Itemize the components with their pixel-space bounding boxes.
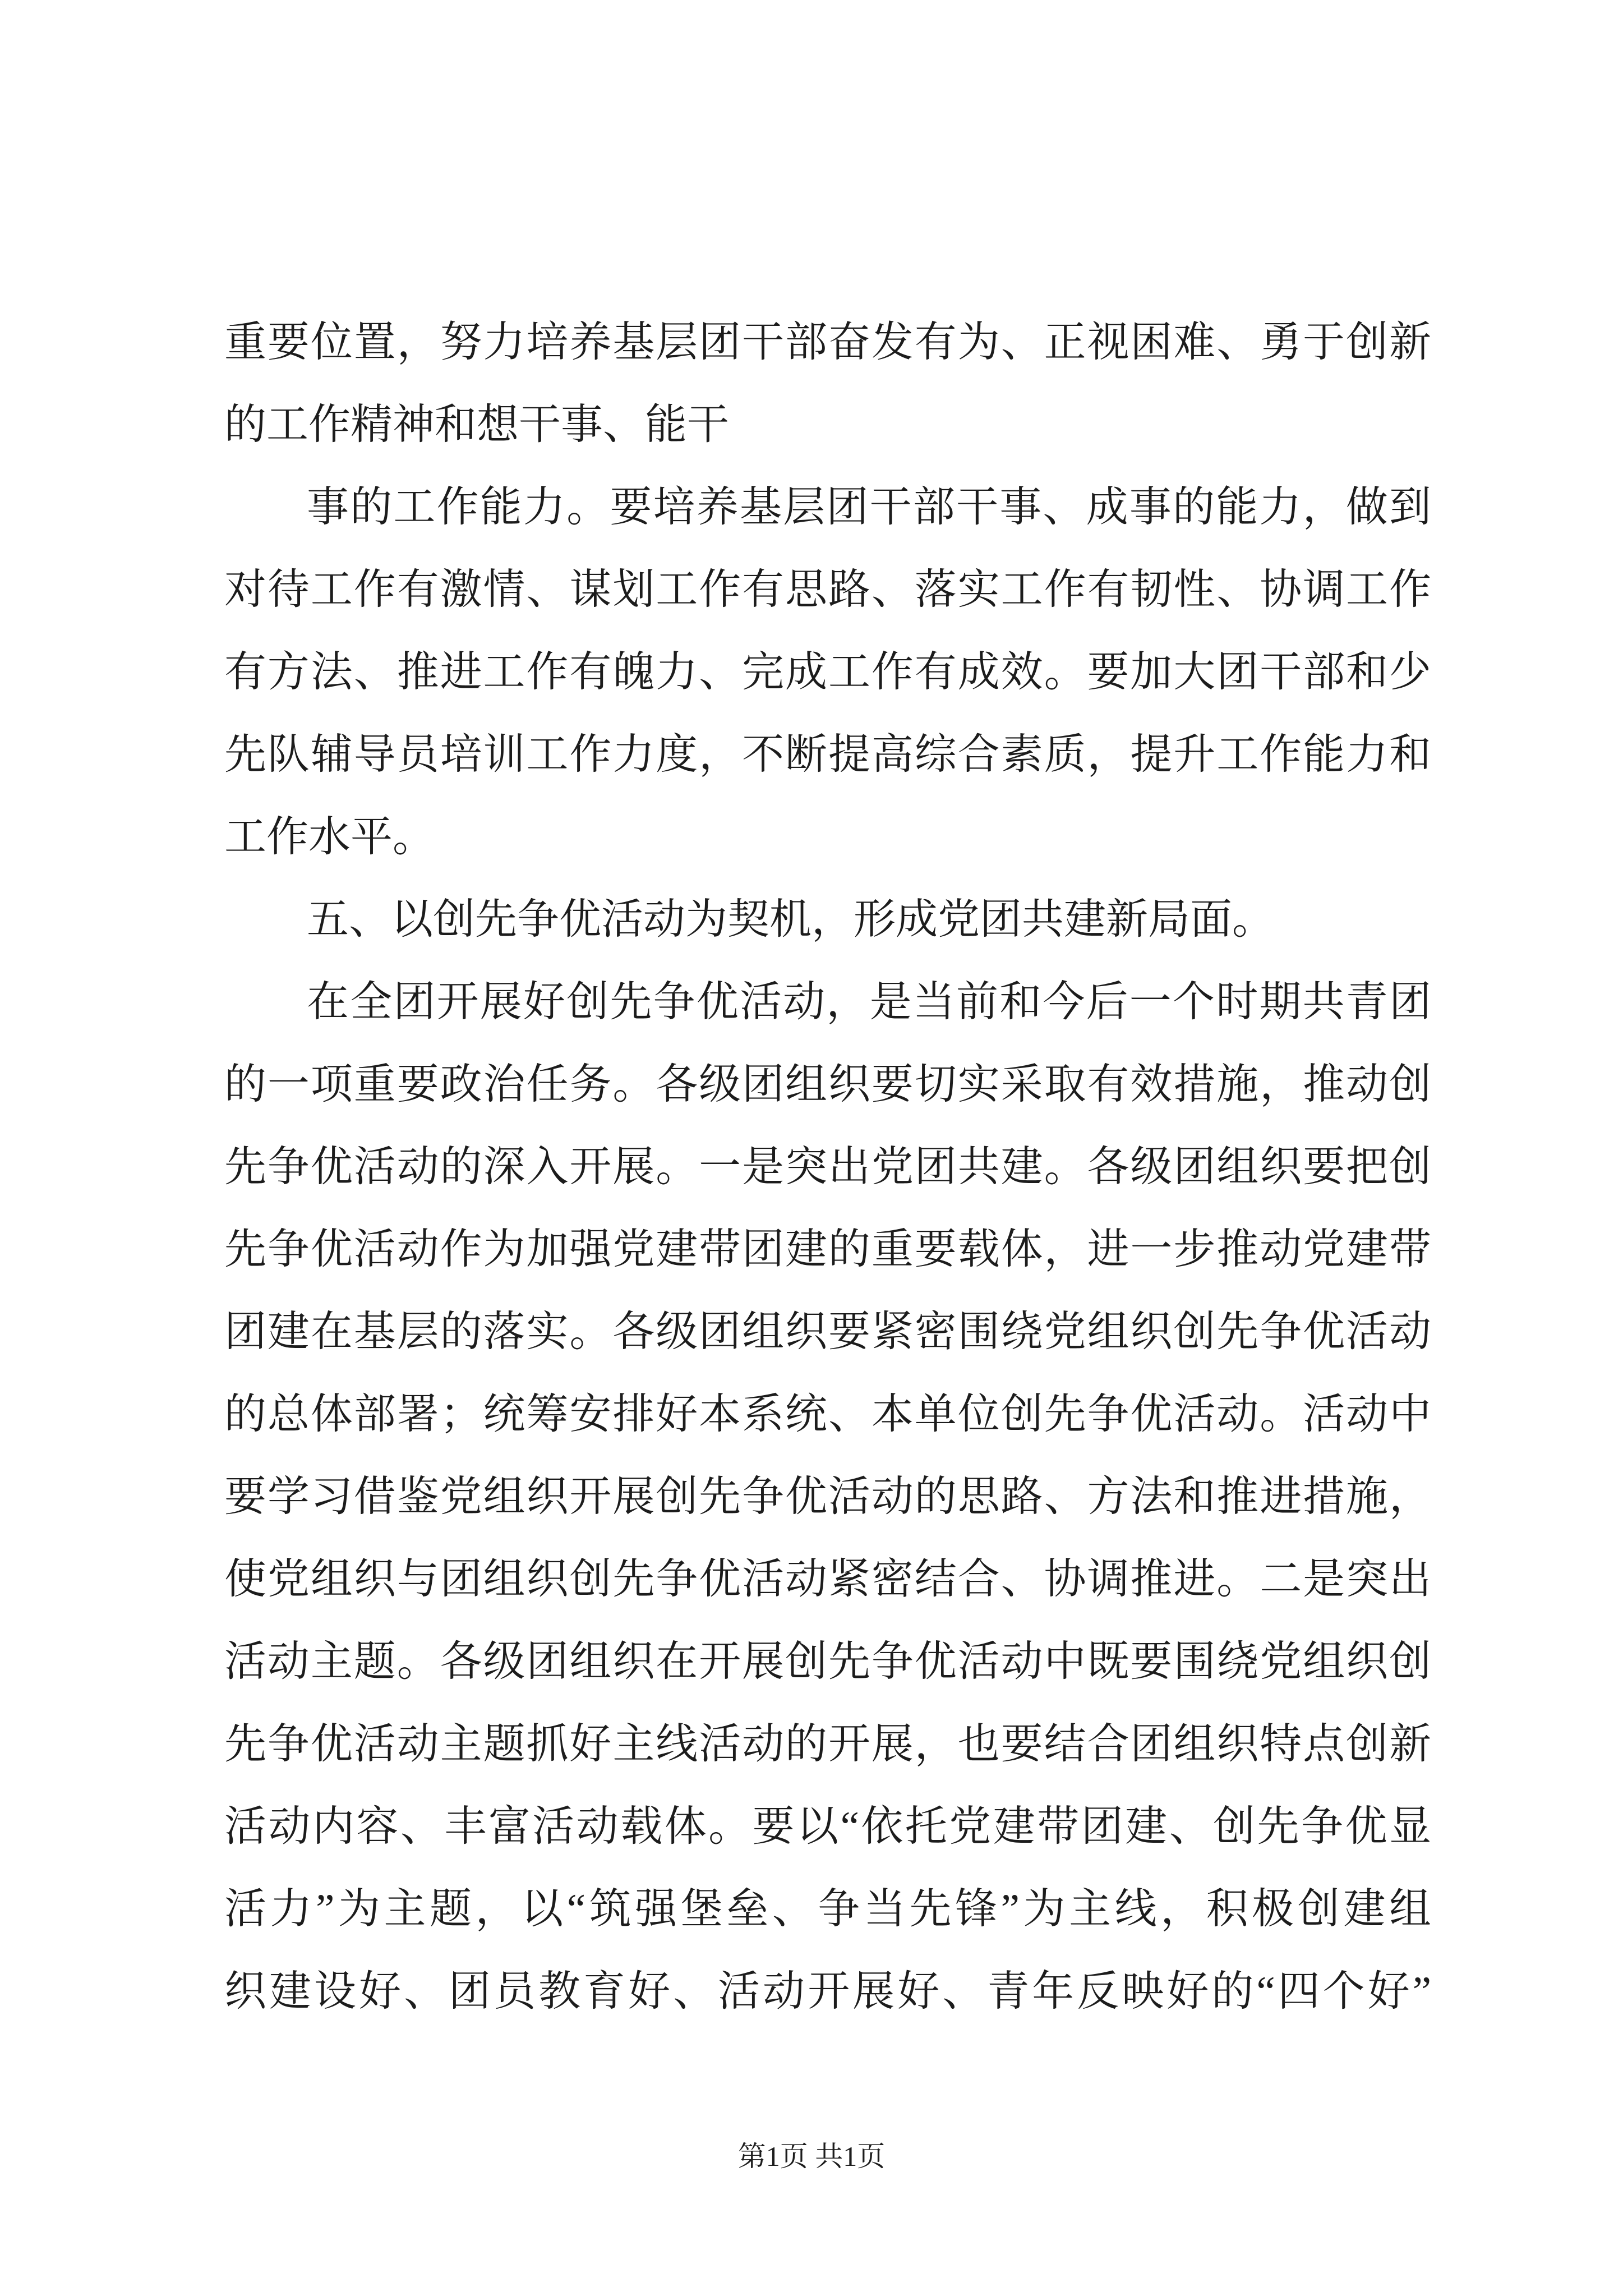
text-line: 使党组织与团组织创先争优活动紧密结合、协调推进。二是突出 xyxy=(224,1556,1431,1603)
page-footer xyxy=(0,2139,1623,2173)
text-line: 的工作精神和想干事、能干 xyxy=(224,402,730,448)
text-line: 事的工作能力。要培养基层团干部干事、成事的能力，做到 xyxy=(307,484,1431,531)
text-line: 先争优活动的深入开展。一是突出党团共建。各级团组织要把创 xyxy=(224,1144,1431,1190)
page-number: 第1页 共1页 xyxy=(737,2141,886,2172)
text-line: 在全团开展好创先争优活动，是当前和今后一个时期共青团 xyxy=(307,979,1431,1025)
text-line: 先争优活动作为加强党建带团建的重要载体，进一步推动党建带 xyxy=(224,1226,1431,1273)
text-line: 团建在基层的落实。各级团组织要紧密围绕党组织创先争优活动 xyxy=(224,1309,1431,1355)
text-line: 先争优活动主题抓好主线活动的开展，也要结合团组织特点创新 xyxy=(224,1721,1431,1768)
heading-line: 五、以创先争优活动为契机，形成党团共建新局面。 xyxy=(307,896,1275,943)
text-line: 工作水平。 xyxy=(224,814,435,861)
text-line: 活力”为主题，以“筑强堡垒、争当先锋”为主线，积极创建组 xyxy=(224,1886,1431,1932)
text-line: 活动主题。各级团组织在开展创先争优活动中既要围绕党组织创 xyxy=(224,1639,1431,1685)
text-line: 的总体部署；统筹安排好本系统、本单位创先争优活动。活动中 xyxy=(224,1391,1431,1438)
section-heading xyxy=(224,878,1431,961)
paragraph xyxy=(224,301,1431,466)
text-line: 先队辅导员培训工作力度，不断提高综合素质，提升工作能力和 xyxy=(224,731,1431,778)
document-body xyxy=(224,301,1431,2033)
text-line: 的一项重要政治任务。各级团组织要切实采取有效措施，推动创 xyxy=(224,1061,1431,1108)
text-line: 对待工作有激情、谋划工作有思路、落实工作有韧性、协调工作 xyxy=(224,567,1431,613)
paragraph xyxy=(224,961,1431,2033)
paragraph xyxy=(224,466,1431,878)
text-line: 活动内容、丰富活动载体。要以“依托党建带团建、创先争优显 xyxy=(224,1803,1431,1850)
text-line: 织建设好、团员教育好、活动开展好、青年反映好的“四个好” xyxy=(224,1968,1431,2015)
text-line: 有方法、推进工作有魄力、完成工作有成效。要加大团干部和少 xyxy=(224,649,1431,696)
text-line: 要学习借鉴党组织开展创先争优活动的思路、方法和推进措施， xyxy=(224,1474,1431,1520)
text-line: 重要位置，努力培养基层团干部奋发有为、正视困难、勇于创新 xyxy=(224,319,1431,366)
